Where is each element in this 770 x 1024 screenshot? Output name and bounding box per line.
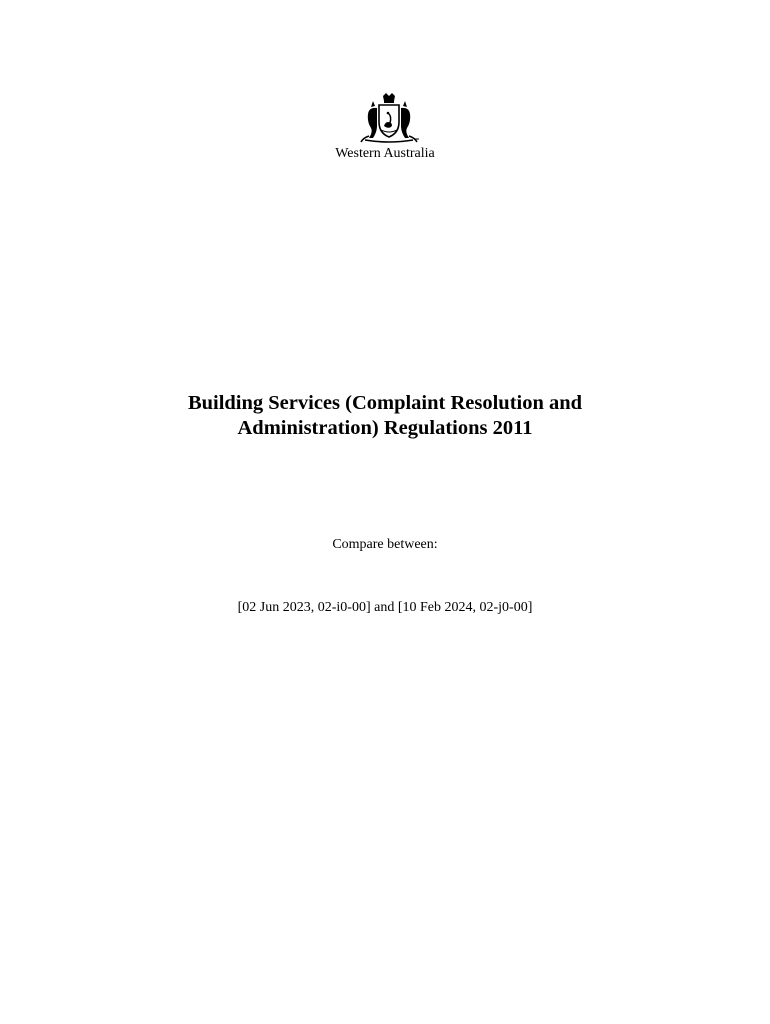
title-line-1: Building Services (Complaint Resolution and — [187, 392, 583, 414]
title-line-2: Administration) Regulations 2011 — [237, 417, 533, 439]
jurisdiction-label: Western Australia — [335, 146, 435, 161]
compare-range: [02 Jun 2023, 02-i0-00] and [10 Feb 2024, 02-j0-00] — [237, 600, 533, 615]
document-title — [120, 391, 650, 441]
coat-of-arms-icon — [355, 92, 423, 144]
compare-label: Compare between: — [332, 537, 438, 552]
